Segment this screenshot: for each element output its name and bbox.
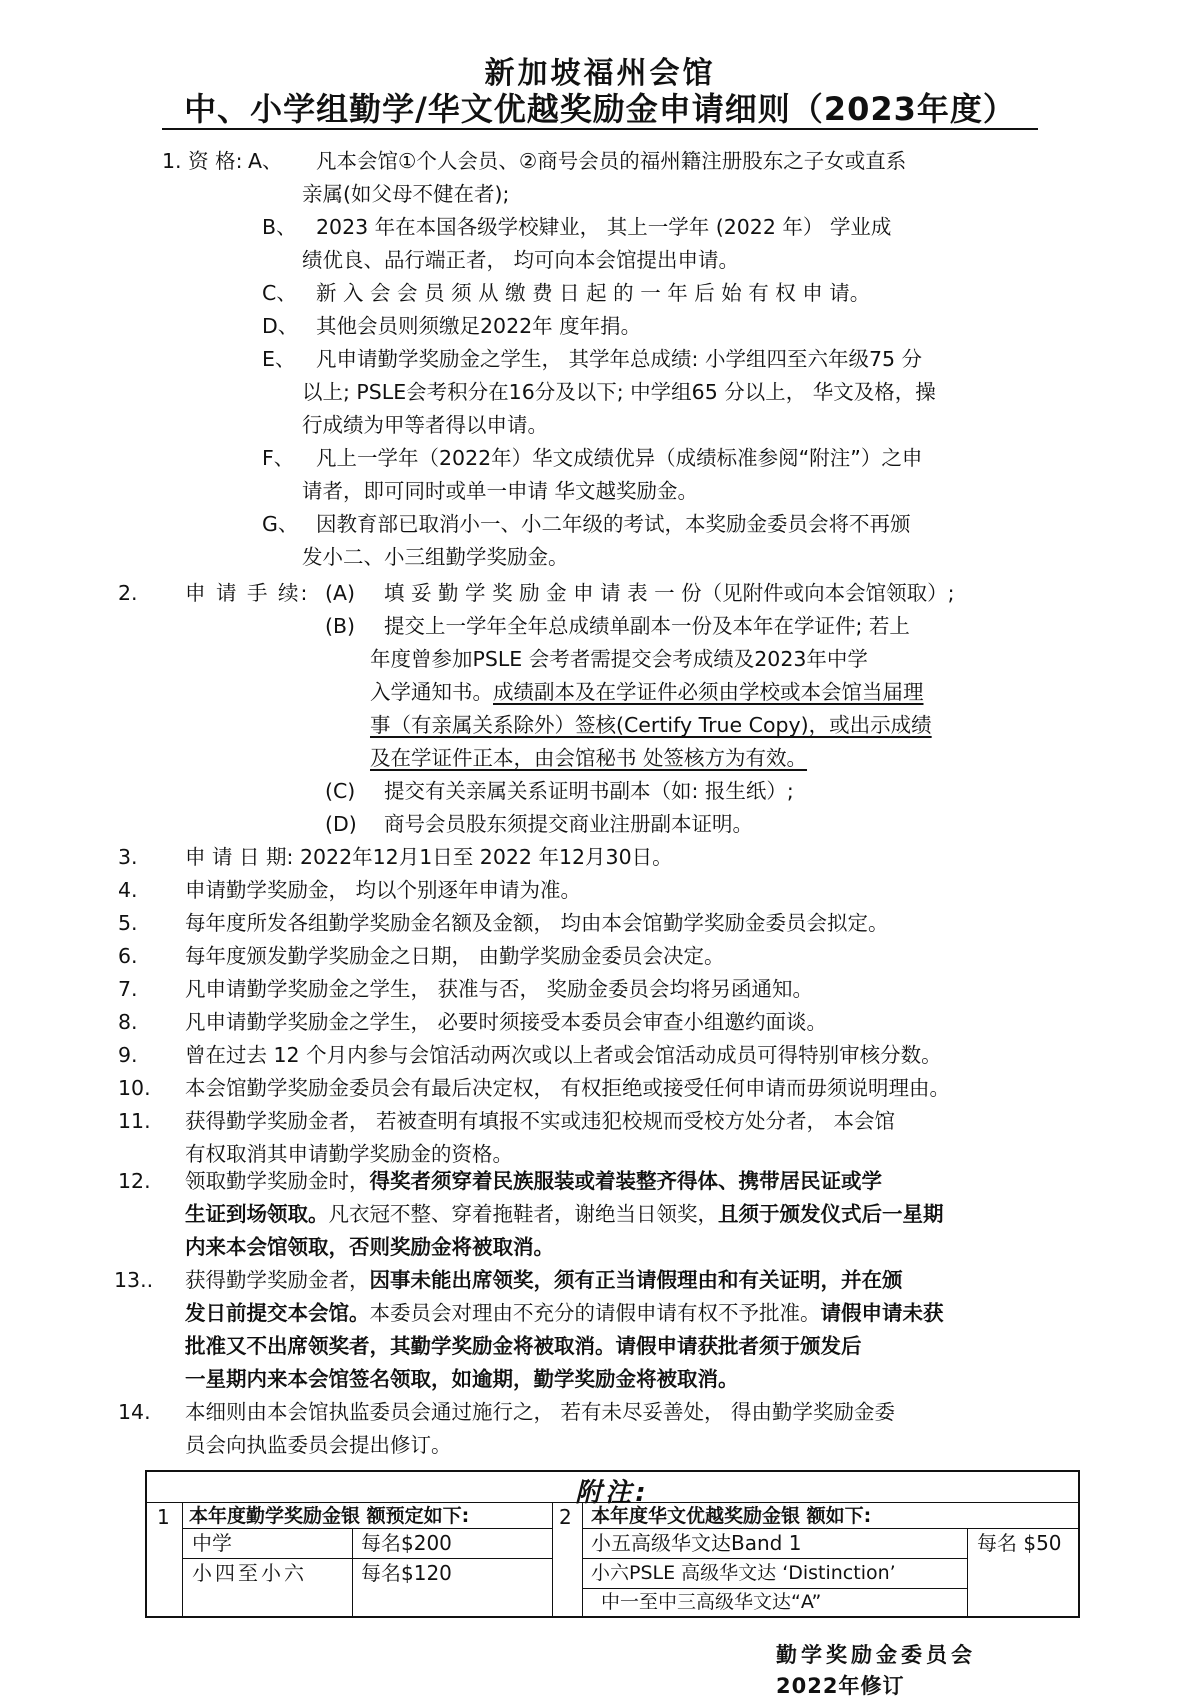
section1-item-letter: C、: [262, 281, 297, 305]
rule13-line1-bold: 因事未能出席领奖，须有正当请假理由和有关证明，并在颁: [369, 1268, 903, 1292]
notes-left-amount-divider: [352, 1528, 353, 1616]
rule-line: 每年度颁发勤学奖励金之日期， 由勤学奖励金委员会决定。: [185, 944, 725, 968]
section2-number: 2.: [118, 581, 138, 605]
section1-item-line: 其他会员则须缴足2022年 度年捐。: [316, 314, 642, 338]
rule-line: 曾在过去 12 个月内参与会馆活动两次或以上者或会馆活动成员可得特别审核分数。: [185, 1043, 942, 1067]
rule-line: 本会馆勤学奖励金委员会有最后决定权， 有权拒绝或接受任何申请而毋须说明理由。: [185, 1076, 951, 1100]
section2-a-text: 填 妥 勤 学 奖 励 金 申 请 表 一 份（见附件或向本会馆领取）;: [384, 581, 955, 605]
notes-right-row-1: 小六PSLE 高级华文达 ‘Distinction’: [591, 1562, 896, 1584]
rule13-line2-plain: 本委员会对理由不充分的请假申请有权不予批准。: [369, 1301, 821, 1325]
section1-item-line: 因教育部已取消小一、小二年级的考试，本奖励金委员会将不再颁: [316, 512, 911, 536]
notes-left-level-1: 小四至小六: [192, 1561, 307, 1585]
notes-right-number: 2: [559, 1505, 572, 1529]
rule-number: 11.: [118, 1109, 151, 1133]
rule12-line3: 内来本会馆领取，否则奖励金将被取消。: [185, 1235, 554, 1259]
title-underline: [162, 128, 1038, 130]
rule14-line2: 员会向执监委员会提出修订。: [185, 1433, 452, 1457]
rule-number: 4.: [118, 878, 138, 902]
notes-right-row-2: 中一至中三高级华文达“A”: [601, 1591, 822, 1613]
rule12-line2: [185, 1201, 944, 1227]
notes-right-amount: 每名 $50: [977, 1531, 1062, 1555]
rule12-line2-bold: 生证到场领取。: [185, 1202, 329, 1226]
notes-left-amount-1: 每名$120: [361, 1561, 452, 1585]
section2-c-text: 提交有关亲属关系证明书副本（如: 报生纸）;: [384, 779, 794, 803]
notes-col-divider-1: [182, 1502, 183, 1616]
section2-c-letter: (C): [325, 779, 356, 803]
section1-item-letter: D、: [262, 314, 299, 338]
rule-number: 5.: [118, 911, 138, 935]
section1-item-line: 亲属(如父母不健在者);: [302, 182, 510, 206]
rule13-line2-bold: 发日前提交本会馆。: [185, 1301, 370, 1325]
rule-number: 8.: [118, 1010, 138, 1034]
rule12-line1-plain: 领取勤学奖励金时，: [185, 1169, 370, 1193]
section1-item-letter: G、: [262, 512, 299, 536]
rule13-number: 13..: [114, 1268, 154, 1292]
rule13-line3: 批准又不出席领奖者，其勤学奖励金将被取消。请假申请获批者须于颁发后: [185, 1334, 862, 1358]
rule-number: 10.: [118, 1076, 151, 1100]
section1-item-letter: F、: [262, 446, 295, 470]
rule12-line2-plain: 凡衣冠不整、穿着拖鞋者，谢绝当日领奖，: [328, 1202, 718, 1226]
rule-line: 申请勤学奖励金， 均以个别逐年申请为准。: [185, 878, 582, 902]
notes-right-row-0: 小五高级华文达Band 1: [591, 1531, 802, 1555]
rule-number: 3.: [118, 845, 138, 869]
rule13-line2-bold2: 请假申请未获: [820, 1301, 944, 1325]
section2-b-line3-plain: 入学通知书。: [370, 680, 493, 704]
section1-item-line: 凡申请勤学奖励金之学生， 其学年总成绩: 小学组四至六年级75 分: [316, 347, 923, 371]
committee-signature: 勤学奖励金委员会: [776, 1643, 976, 1667]
notes-left-header: 本年度勤学奖励金银 额预定如下:: [189, 1505, 470, 1527]
rule13-line1: [185, 1267, 903, 1293]
section1-item-line: 以上; PSLE会考积分在16分及以下; 中学组65 分以上， 华文及格，操: [302, 380, 936, 404]
section2-b-line5: 及在学证件正本，由会馆秘书 处签核方为有效。: [370, 746, 808, 770]
rule12-number: 12.: [118, 1169, 151, 1193]
rule-number: 9.: [118, 1043, 138, 1067]
section1-item-line: 绩优良、品行端正者， 均可向本会馆提出申请。: [302, 248, 740, 272]
rule12-line1: [185, 1168, 882, 1194]
document-title: 新加坡福州会馆: [484, 56, 716, 91]
notes-col-divider-2: [552, 1502, 553, 1616]
rule-line: 有权取消其申请勤学奖励金的资格。: [185, 1142, 513, 1166]
section1-item-line: 凡本会馆①个人会员、②商号会员的福州籍注册股东之子女或直系: [316, 149, 907, 173]
notes-left-amount-0: 每名$200: [361, 1531, 452, 1555]
notes-left-row-line: [182, 1558, 552, 1559]
rule13-line1-plain: 获得勤学奖励金者，: [185, 1268, 370, 1292]
notes-right-row-line-1: [582, 1558, 967, 1559]
section1-item-letter: A、: [248, 149, 283, 173]
section1-item-line: 请者，即可同时或单一申请 华文越奖励金。: [302, 479, 699, 503]
section1-label: 1. 资 格:: [162, 149, 243, 173]
rule-line: 每年度所发各组勤学奖励金名额及金额， 均由本会馆勤学奖励金委员会拟定。: [185, 911, 889, 935]
section1-item-line: 凡上一学年（2022年）华文成绩优异（成绩标准参阅“附注”）之申: [316, 446, 923, 470]
notes-right-amount-divider: [967, 1528, 968, 1616]
section2-d-letter: (D): [325, 812, 357, 836]
rule14-line1: 本细则由本会馆执监委员会通过施行之， 若有未尽妥善处， 得由勤学奖励金委: [185, 1400, 896, 1424]
rule-line: 凡申请勤学奖励金之学生， 获准与否， 奖励金委员会均将另函通知。: [185, 977, 814, 1001]
section2-a-letter: (A): [325, 581, 356, 605]
section2-b-line1: 提交上一学年全年总成绩单副本一份及本年在学证件; 若上: [384, 614, 910, 638]
rule13-line2: [185, 1300, 944, 1326]
section2-label: 申 请 手 续:: [185, 581, 310, 605]
rule12-line2-bold2: 且须于颁发仪式后一星期: [718, 1202, 944, 1226]
section2-d-text: 商号会员股东须提交商业注册副本证明。: [384, 812, 753, 836]
section1-item-letter: B、: [262, 215, 297, 239]
rule-line: 申 请 日 期: 2022年12月1日至 2022 年12月30日。: [185, 845, 673, 869]
rule-line: 凡申请勤学奖励金之学生， 必要时须接受本委员会审查小组邀约面谈。: [185, 1010, 828, 1034]
rule14-number: 14.: [118, 1400, 151, 1424]
document-subtitle: 中、小学组勤学/华文优越奖励金申请细则（2023年度）: [184, 90, 1016, 128]
rule12-line1-bold: 得奖者须穿着民族服装或着装整齐得体、携带居民证或学: [369, 1169, 882, 1193]
notes-left-level-0: 中学: [192, 1531, 232, 1555]
section1-item-letter: E、: [262, 347, 296, 371]
section2-b-letter: (B): [325, 614, 356, 638]
rule-line: 获得勤学奖励金者， 若被查明有填报不实或违犯校规而受校方处分者， 本会馆: [185, 1109, 896, 1133]
section1-item-line: 2023 年在本国各级学校肄业， 其上一学年 (2022 年） 学业成: [316, 215, 892, 239]
section2-b-line3-underline: 成绩副本及在学证件必须由学校或本会馆当届理: [493, 680, 924, 704]
rule-number: 7.: [118, 977, 138, 1001]
revision-note: 2022年修订: [776, 1674, 905, 1698]
notes-right-header: 本年度华文优越奖励金银 额如下:: [591, 1505, 872, 1527]
section1-item-line: 行成绩为甲等者得以申请。: [302, 413, 548, 437]
notes-col-divider-3: [582, 1502, 583, 1616]
section2-b-line4: 事（有亲属关系除外）签核(Certify True Copy)，或出示成绩: [370, 713, 932, 737]
rule-number: 6.: [118, 944, 138, 968]
notes-box: [145, 1470, 1080, 1618]
rule13-line4: 一星期内来本会馆签名领取，如逾期，勤学奖励金将被取消。: [185, 1367, 739, 1391]
section2-b-line2: 年度曾参加PSLE 会考者需提交会考成绩及2023年中学: [370, 647, 868, 671]
section1-item-line: 新 入 会 会 员 须 从 缴 费 日 起 的 一 年 后 始 有 权 申 请。: [316, 281, 871, 305]
notes-title: 附注:: [575, 1478, 650, 1508]
section1-item-line: 发小二、小三组勤学奖励金。: [302, 545, 569, 569]
notes-left-number: 1: [157, 1505, 170, 1529]
section2-b-line3: [370, 679, 924, 705]
